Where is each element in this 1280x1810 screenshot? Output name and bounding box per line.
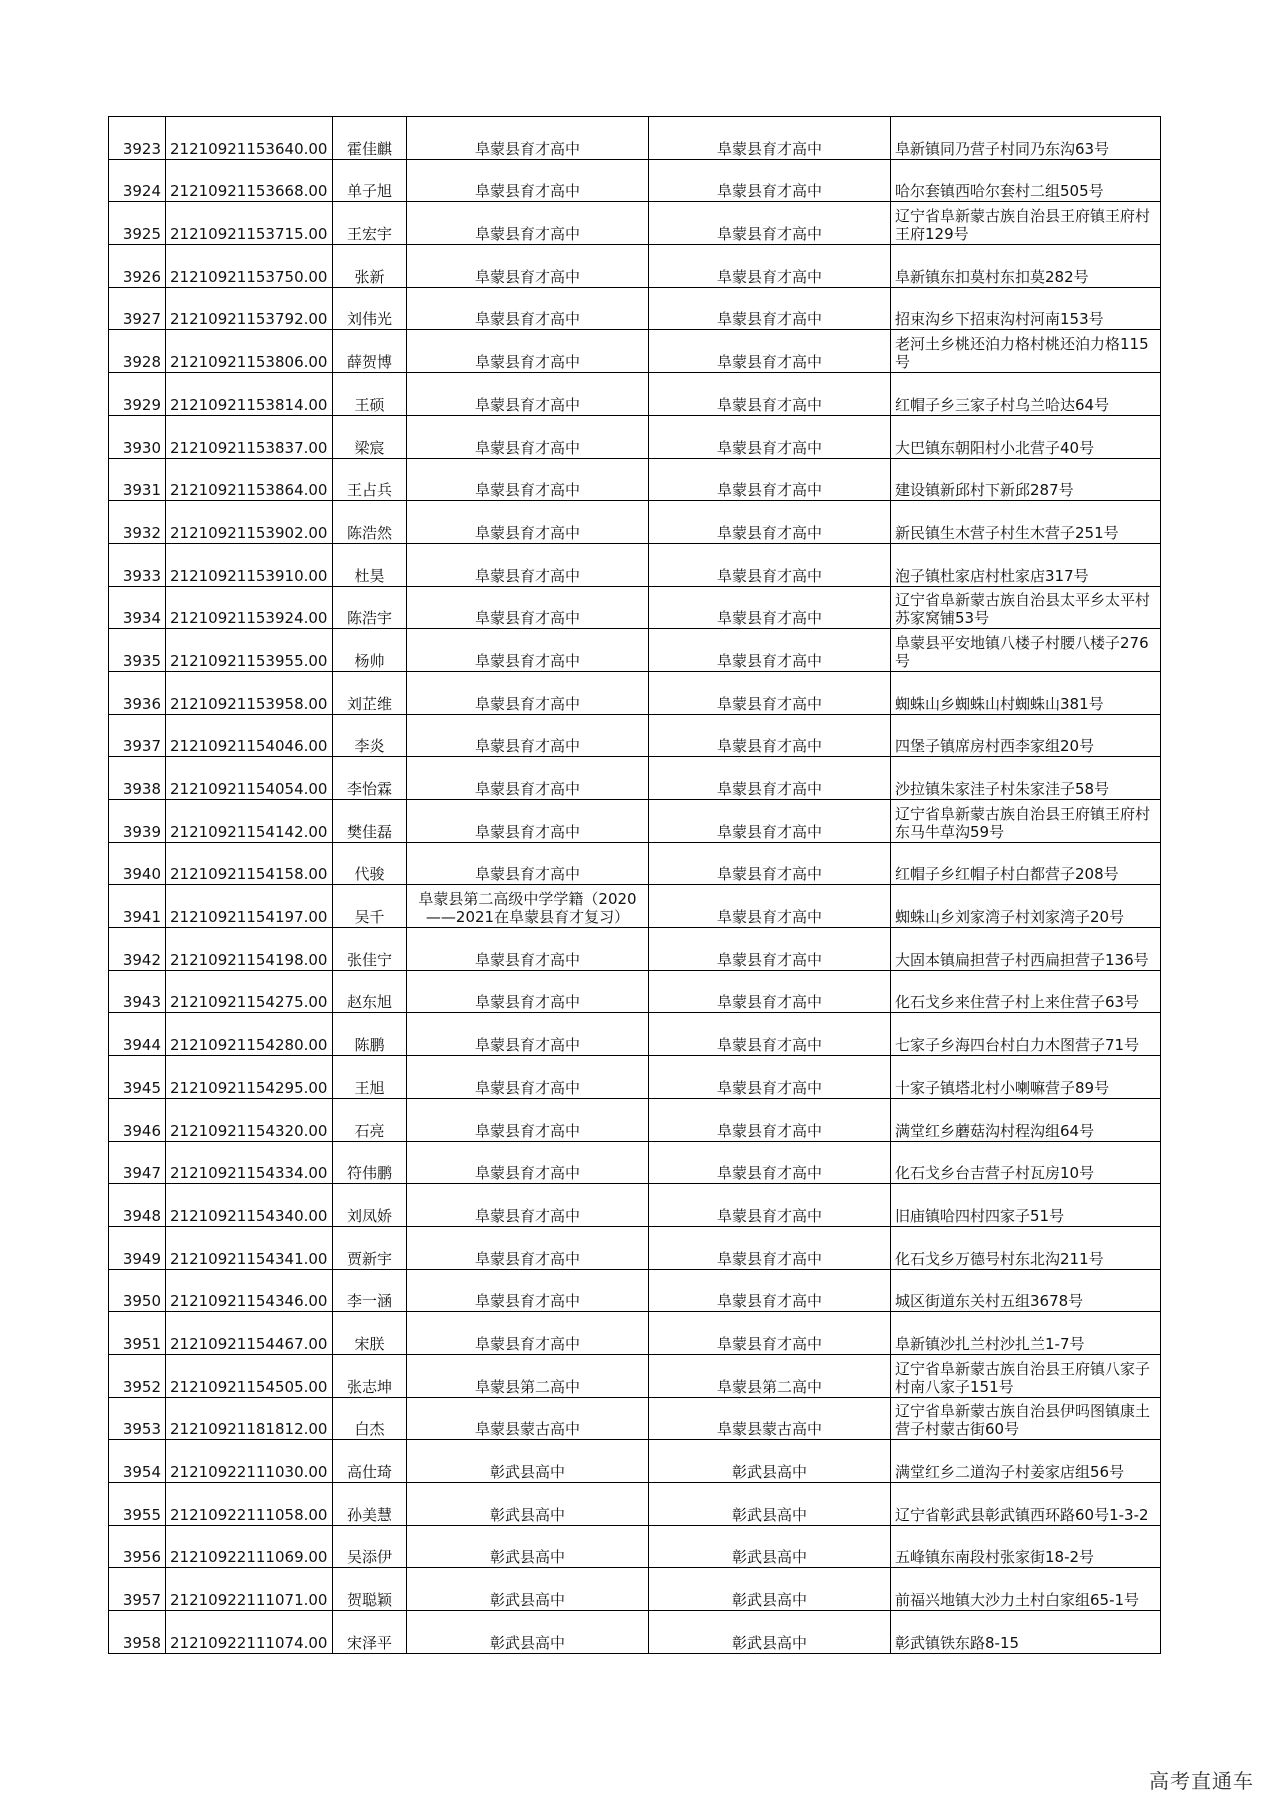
home-address: 彰武镇铁东路8-15 [891,1611,1161,1654]
school-name: 阜蒙县育才高中 [407,586,649,629]
graduation-school: 阜蒙县育才高中 [649,629,891,672]
school-name: 阜蒙县育才高中 [407,1141,649,1184]
school-name: 阜蒙县育才高中 [407,800,649,843]
candidate-id: 21210922111069.00 [166,1525,333,1568]
home-address: 辽宁省阜新蒙古族自治县王府镇王府村王府129号 [891,202,1161,245]
table-row [109,1568,1161,1611]
home-address: 十家子镇塔北村小喇嘛营子89号 [891,1056,1161,1099]
row-number: 3937 [109,714,166,757]
school-name: 阜蒙县育才高中 [407,842,649,885]
student-name: 孙美慧 [333,1483,407,1526]
home-address: 蜘蛛山乡刘家湾子村刘家湾子20号 [891,885,1161,928]
row-number: 3932 [109,501,166,544]
candidate-id: 21210921153715.00 [166,202,333,245]
student-name: 王旭 [333,1056,407,1099]
home-address: 泡子镇杜家店村杜家店317号 [891,543,1161,586]
home-address: 化石戈乡来住营子村上来住营子63号 [891,970,1161,1013]
table-row [109,1013,1161,1056]
home-address: 大固本镇扁担营子村西扁担营子136号 [891,928,1161,971]
student-name: 王宏宇 [333,202,407,245]
home-address: 化石戈乡台吉营子村瓦房10号 [891,1141,1161,1184]
candidate-id: 21210921153924.00 [166,586,333,629]
candidate-id: 21210921153837.00 [166,415,333,458]
graduation-school: 阜蒙县育才高中 [649,1269,891,1312]
row-number: 3923 [109,117,166,160]
candidate-id: 21210921153806.00 [166,330,333,373]
table-row [109,586,1161,629]
student-name: 张志坤 [333,1354,407,1397]
school-name: 阜蒙县育才高中 [407,1269,649,1312]
table-row [109,202,1161,245]
home-address: 辽宁省阜新蒙古族自治县太平乡太平村苏家窝铺53号 [891,586,1161,629]
student-name: 贾新宇 [333,1226,407,1269]
home-address: 辽宁省彰武县彰武镇西环路60号1-3-2 [891,1483,1161,1526]
row-number: 3930 [109,415,166,458]
home-address: 化石戈乡万德号村东北沟211号 [891,1226,1161,1269]
student-name: 宋朕 [333,1312,407,1355]
school-name: 阜蒙县育才高中 [407,1013,649,1056]
table-row [109,330,1161,373]
graduation-school: 阜蒙县育才高中 [649,458,891,501]
student-name: 李一涵 [333,1269,407,1312]
candidate-id: 21210921153958.00 [166,671,333,714]
student-name: 樊佳磊 [333,800,407,843]
student-name: 代骏 [333,842,407,885]
school-name: 阜蒙县育才高中 [407,287,649,330]
candidate-id: 21210921154054.00 [166,757,333,800]
graduation-school: 阜蒙县蒙古高中 [649,1397,891,1440]
table-row [109,1184,1161,1227]
table-row [109,1312,1161,1355]
school-name: 阜蒙县育才高中 [407,1226,649,1269]
home-address: 沙拉镇朱家洼子村朱家洼子58号 [891,757,1161,800]
row-number: 3928 [109,330,166,373]
school-name: 彰武县高中 [407,1525,649,1568]
graduation-school: 彰武县高中 [649,1611,891,1654]
school-name: 阜蒙县育才高中 [407,117,649,160]
student-name: 赵东旭 [333,970,407,1013]
student-name: 吴添伊 [333,1525,407,1568]
graduation-school: 阜蒙县育才高中 [649,1184,891,1227]
home-address: 满堂红乡二道沟子村姜家店组56号 [891,1440,1161,1483]
home-address: 七家子乡海四台村白力木图营子71号 [891,1013,1161,1056]
table-row [109,373,1161,416]
home-address: 新民镇生木营子村生木营子251号 [891,501,1161,544]
table-row [109,415,1161,458]
home-address: 红帽子乡三家子村乌兰哈达64号 [891,373,1161,416]
table-row [109,117,1161,160]
candidate-id: 21210921153902.00 [166,501,333,544]
table-row [109,1525,1161,1568]
graduation-school: 阜蒙县育才高中 [649,970,891,1013]
row-number: 3927 [109,287,166,330]
student-name: 石亮 [333,1098,407,1141]
candidate-id: 21210921154346.00 [166,1269,333,1312]
home-address: 阜新镇东扣莫村东扣莫282号 [891,245,1161,288]
graduation-school: 阜蒙县育才高中 [649,1098,891,1141]
home-address: 建设镇新邱村下新邱287号 [891,458,1161,501]
school-name: 阜蒙县育才高中 [407,245,649,288]
candidate-id: 21210921153668.00 [166,159,333,202]
candidate-id: 21210921154505.00 [166,1354,333,1397]
home-address: 辽宁省阜新蒙古族自治县伊吗图镇康土营子村蒙古街60号 [891,1397,1161,1440]
home-address: 大巴镇东朝阳村小北营子40号 [891,415,1161,458]
candidate-id: 21210921154198.00 [166,928,333,971]
candidate-id: 21210921153864.00 [166,458,333,501]
candidate-id: 21210922111030.00 [166,1440,333,1483]
candidate-id: 21210921154197.00 [166,885,333,928]
graduation-school: 阜蒙县育才高中 [649,159,891,202]
candidate-id: 21210921153910.00 [166,543,333,586]
school-name: 阜蒙县育才高中 [407,159,649,202]
home-address: 阜新镇同乃营子村同乃东沟63号 [891,117,1161,160]
school-name: 阜蒙县育才高中 [407,1184,649,1227]
table-row [109,1056,1161,1099]
school-name: 阜蒙县育才高中 [407,543,649,586]
graduation-school: 阜蒙县育才高中 [649,714,891,757]
candidate-id: 21210921153640.00 [166,117,333,160]
table-row [109,1226,1161,1269]
graduation-school: 阜蒙县育才高中 [649,671,891,714]
graduation-school: 彰武县高中 [649,1483,891,1526]
candidate-id: 21210921154320.00 [166,1098,333,1141]
school-name: 阜蒙县育才高中 [407,373,649,416]
candidate-id: 21210921153955.00 [166,629,333,672]
home-address: 辽宁省阜新蒙古族自治县王府镇王府村东马牛草沟59号 [891,800,1161,843]
table-row [109,245,1161,288]
row-number: 3929 [109,373,166,416]
graduation-school: 阜蒙县育才高中 [649,202,891,245]
student-name: 王硕 [333,373,407,416]
student-name: 张新 [333,245,407,288]
table-row [109,501,1161,544]
row-number: 3954 [109,1440,166,1483]
student-name: 白杰 [333,1397,407,1440]
graduation-school: 阜蒙县育才高中 [649,287,891,330]
school-name: 阜蒙县第二高中 [407,1354,649,1397]
candidate-id: 21210921153750.00 [166,245,333,288]
student-name: 陈浩宇 [333,586,407,629]
row-number: 3941 [109,885,166,928]
row-number: 3933 [109,543,166,586]
home-address: 前福兴地镇大沙力土村白家组65-1号 [891,1568,1161,1611]
home-address: 阜新镇沙扎兰村沙扎兰1-7号 [891,1312,1161,1355]
school-name: 阜蒙县蒙古高中 [407,1397,649,1440]
row-number: 3952 [109,1354,166,1397]
graduation-school: 阜蒙县育才高中 [649,330,891,373]
student-name: 刘凤娇 [333,1184,407,1227]
school-name: 阜蒙县第二高级中学学籍（2020——2021在阜蒙县育才复习） [407,885,649,928]
home-address: 阜蒙县平安地镇八楼子村腰八楼子276号 [891,629,1161,672]
graduation-school: 阜蒙县育才高中 [649,1056,891,1099]
row-number: 3948 [109,1184,166,1227]
watermark-text: 高考直通车 [1149,1769,1254,1793]
school-name: 阜蒙县育才高中 [407,501,649,544]
student-name: 单子旭 [333,159,407,202]
row-number: 3958 [109,1611,166,1654]
row-number: 3950 [109,1269,166,1312]
home-address: 城区街道东关村五组3678号 [891,1269,1161,1312]
student-name: 李怡霖 [333,757,407,800]
candidate-id: 21210921154275.00 [166,970,333,1013]
graduation-school: 阜蒙县育才高中 [649,245,891,288]
candidate-id: 21210922111058.00 [166,1483,333,1526]
graduation-school: 阜蒙县育才高中 [649,543,891,586]
graduation-school: 阜蒙县育才高中 [649,1141,891,1184]
candidate-id: 21210921154341.00 [166,1226,333,1269]
student-name: 薛贺博 [333,330,407,373]
graduation-school: 彰武县高中 [649,1525,891,1568]
graduation-school: 阜蒙县育才高中 [649,885,891,928]
row-number: 3924 [109,159,166,202]
row-number: 3953 [109,1397,166,1440]
row-number: 3942 [109,928,166,971]
school-name: 阜蒙县育才高中 [407,714,649,757]
table-row [109,1611,1161,1654]
graduation-school: 阜蒙县育才高中 [649,800,891,843]
school-name: 阜蒙县育才高中 [407,1098,649,1141]
row-number: 3931 [109,458,166,501]
school-name: 彰武县高中 [407,1611,649,1654]
graduation-school: 阜蒙县育才高中 [649,757,891,800]
graduation-school: 阜蒙县育才高中 [649,842,891,885]
row-number: 3939 [109,800,166,843]
school-name: 阜蒙县育才高中 [407,458,649,501]
student-name: 吴千 [333,885,407,928]
candidate-id: 21210921154467.00 [166,1312,333,1355]
student-name: 梁宸 [333,415,407,458]
school-name: 阜蒙县育才高中 [407,671,649,714]
table-row [109,1269,1161,1312]
table-row [109,1141,1161,1184]
table-row [109,970,1161,1013]
graduation-school: 阜蒙县育才高中 [649,415,891,458]
table-row [109,800,1161,843]
table-row [109,671,1161,714]
candidate-id: 21210921154295.00 [166,1056,333,1099]
graduation-school: 阜蒙县育才高中 [649,1226,891,1269]
table-row [109,1354,1161,1397]
school-name: 阜蒙县育才高中 [407,330,649,373]
row-number: 3944 [109,1013,166,1056]
table-row [109,629,1161,672]
row-number: 3938 [109,757,166,800]
school-name: 彰武县高中 [407,1483,649,1526]
table-row [109,928,1161,971]
graduation-school: 阜蒙县育才高中 [649,501,891,544]
school-name: 阜蒙县育才高中 [407,415,649,458]
table-row [109,842,1161,885]
candidate-id: 21210921154046.00 [166,714,333,757]
student-name: 符伟鹏 [333,1141,407,1184]
row-number: 3945 [109,1056,166,1099]
row-number: 3934 [109,586,166,629]
home-address: 五峰镇东南段村张家街18-2号 [891,1525,1161,1568]
row-number: 3955 [109,1483,166,1526]
home-address: 蜘蛛山乡蜘蛛山村蜘蛛山381号 [891,671,1161,714]
school-name: 阜蒙县育才高中 [407,1312,649,1355]
student-name: 杜昊 [333,543,407,586]
row-number: 3940 [109,842,166,885]
table-row [109,543,1161,586]
table-row [109,714,1161,757]
home-address: 老河土乡桃还泊力格村桃还泊力格115号 [891,330,1161,373]
table-row [109,1397,1161,1440]
candidate-id: 21210921154280.00 [166,1013,333,1056]
student-name: 刘芷维 [333,671,407,714]
graduation-school: 彰武县高中 [649,1440,891,1483]
graduation-school: 阜蒙县育才高中 [649,586,891,629]
table-row [109,159,1161,202]
table-row [109,885,1161,928]
row-number: 3956 [109,1525,166,1568]
table-row [109,1483,1161,1526]
candidate-id: 21210922111071.00 [166,1568,333,1611]
table-row [109,1098,1161,1141]
student-name: 张佳宁 [333,928,407,971]
table-row [109,1440,1161,1483]
candidate-id: 21210921153814.00 [166,373,333,416]
home-address: 满堂红乡蘑菇沟村程沟组64号 [891,1098,1161,1141]
graduation-school: 阜蒙县育才高中 [649,1312,891,1355]
home-address: 红帽子乡红帽子村白都营子208号 [891,842,1161,885]
home-address: 辽宁省阜新蒙古族自治县王府镇八家子村南八家子151号 [891,1354,1161,1397]
candidate-id: 21210921181812.00 [166,1397,333,1440]
candidate-id: 21210921154334.00 [166,1141,333,1184]
graduation-school: 阜蒙县育才高中 [649,1013,891,1056]
student-table [108,116,1161,1654]
school-name: 彰武县高中 [407,1440,649,1483]
graduation-school: 阜蒙县育才高中 [649,928,891,971]
table-row [109,287,1161,330]
home-address: 招束沟乡下招束沟村河南153号 [891,287,1161,330]
school-name: 阜蒙县育才高中 [407,928,649,971]
student-name: 李炎 [333,714,407,757]
candidate-id: 21210921153792.00 [166,287,333,330]
row-number: 3925 [109,202,166,245]
student-name: 王占兵 [333,458,407,501]
graduation-school: 阜蒙县育才高中 [649,373,891,416]
row-number: 3935 [109,629,166,672]
student-name: 刘伟光 [333,287,407,330]
school-name: 阜蒙县育才高中 [407,970,649,1013]
school-name: 阜蒙县育才高中 [407,1056,649,1099]
school-name: 彰武县高中 [407,1568,649,1611]
graduation-school: 彰武县高中 [649,1568,891,1611]
school-name: 阜蒙县育才高中 [407,757,649,800]
graduation-school: 阜蒙县育才高中 [649,117,891,160]
row-number: 3943 [109,970,166,1013]
candidate-id: 21210921154142.00 [166,800,333,843]
row-number: 3946 [109,1098,166,1141]
student-name: 陈鹏 [333,1013,407,1056]
row-number: 3926 [109,245,166,288]
candidate-id: 21210922111074.00 [166,1611,333,1654]
table-row [109,757,1161,800]
student-name: 宋泽平 [333,1611,407,1654]
home-address: 哈尔套镇西哈尔套村二组505号 [891,159,1161,202]
row-number: 3949 [109,1226,166,1269]
student-name: 贺聪颖 [333,1568,407,1611]
student-name: 陈浩然 [333,501,407,544]
candidate-id: 21210921154340.00 [166,1184,333,1227]
school-name: 阜蒙县育才高中 [407,629,649,672]
table-row [109,458,1161,501]
student-name: 高仕琦 [333,1440,407,1483]
home-address: 旧庙镇哈四村四家子51号 [891,1184,1161,1227]
student-name: 霍佳麒 [333,117,407,160]
home-address: 四堡子镇席房村西李家组20号 [891,714,1161,757]
table-body [109,117,1161,1654]
row-number: 3951 [109,1312,166,1355]
student-name: 杨帅 [333,629,407,672]
graduation-school: 阜蒙县第二高中 [649,1354,891,1397]
row-number: 3947 [109,1141,166,1184]
row-number: 3936 [109,671,166,714]
row-number: 3957 [109,1568,166,1611]
candidate-id: 21210921154158.00 [166,842,333,885]
school-name: 阜蒙县育才高中 [407,202,649,245]
